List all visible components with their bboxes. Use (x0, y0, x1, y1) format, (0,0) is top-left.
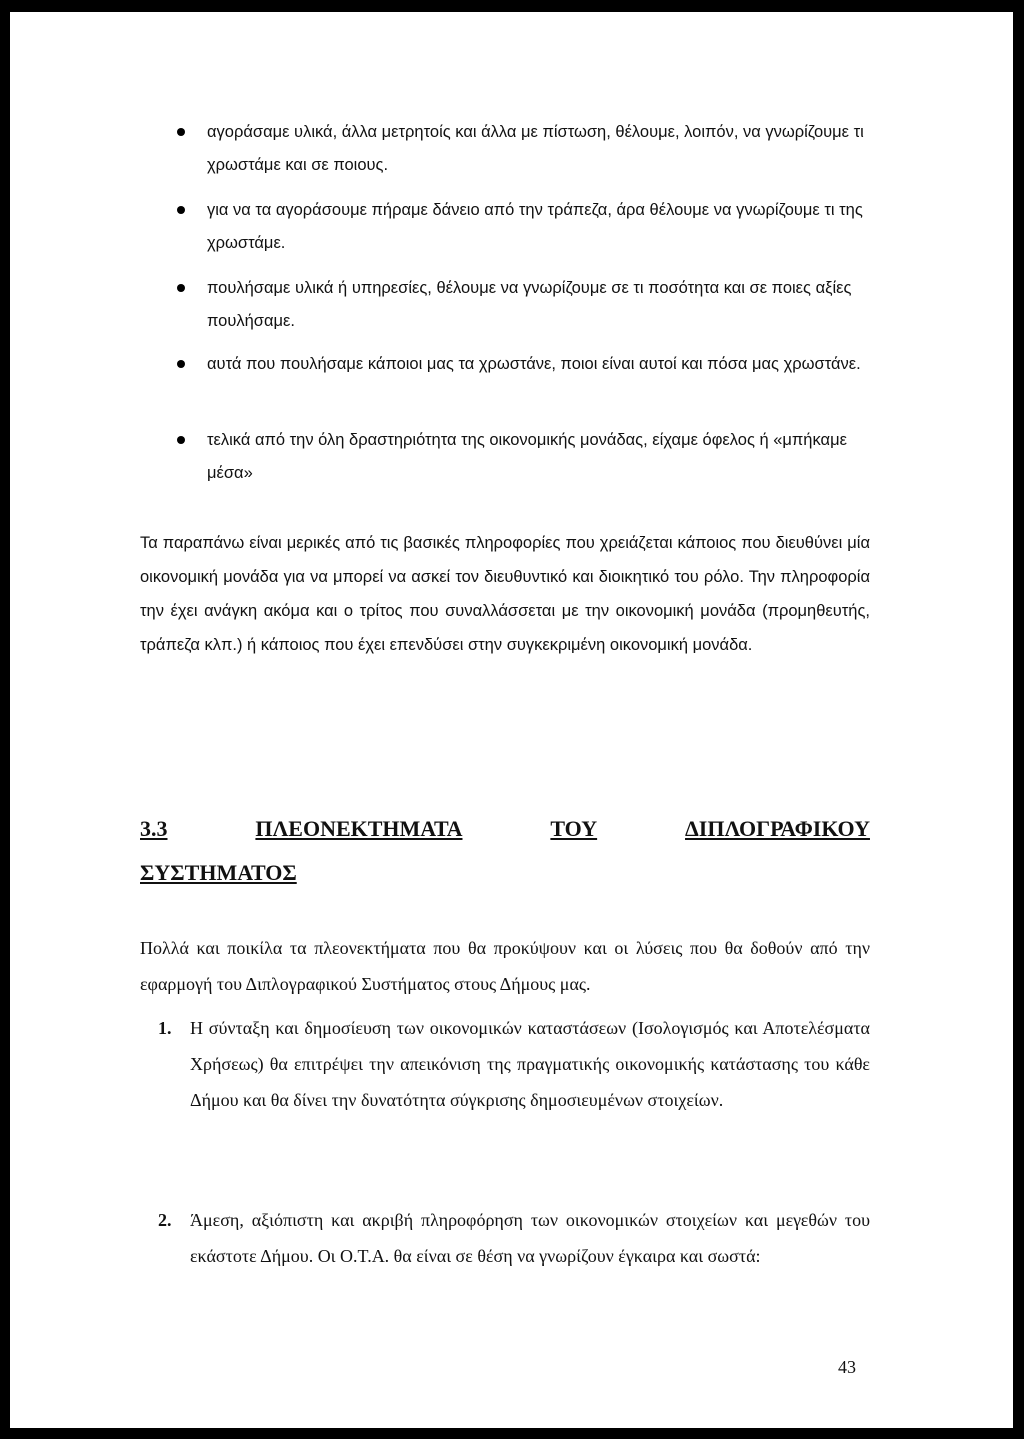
heading-word: ΣΥΣΤΗΜΑΤΟΣ (140, 860, 297, 885)
numbered-item (140, 1202, 870, 1274)
bullet-dot-icon (177, 436, 185, 444)
document-page (10, 12, 1013, 1428)
numbered-item (140, 1010, 870, 1118)
bullet-dot-icon (177, 360, 185, 368)
item-text: Άμεση, αξιόπιστη και ακριβή πληροφόρηση των οικονομικών στοιχείων και μεγεθών του εκάστοτε Δήμου. Οι Ο.Τ.Α. θα είναι σε θέση να γνωρίζουν έγκαιρα και σωστά: (190, 1210, 870, 1266)
intro-paragraph: Πολλά και ποικίλα τα πλεονεκτήματα που θα προκύψουν και οι λύσεις που θα δοθούν από την εφαρμογή του Διπλογραφικού Συστήματος στους Δήμους μας. (140, 938, 870, 994)
bullet-text: αγοράσαμε υλικά, άλλα μετρητοίς και άλλα με πίστωση, θέλουμε, λοιπόν, να γνωρίζουμε τι χρωστάμε και σε ποιους. (207, 123, 864, 174)
bullet-item (185, 116, 875, 182)
bullet-text: αυτά που πουλήσαμε κάποιοι μας τα χρωστάνε, ποιοι είναι αυτοί και πόσα μας χρωστάνε. (207, 355, 861, 373)
bullet-dot-icon (177, 206, 185, 214)
section-number: 3.3 (140, 816, 168, 841)
heading-word: ΠΛΕΟΝΕΚΤΗΜΑΤΑ (255, 816, 463, 841)
bullet-item (185, 348, 875, 381)
section-heading (140, 807, 870, 895)
bullet-text: τελικά από την όλη δραστηριότητα της οικονομικής μονάδας, είχαμε όφελος ή «μπήκαμε μέσα» (207, 431, 847, 482)
heading-word: ΔΙΠΛΟΓΡΑΦΙΚΟΥ (685, 816, 870, 841)
bullet-text: πουλήσαμε υλικά ή υπηρεσίες, θέλουμε να γνωρίζουμε σε τι ποσότητα και σε ποιες αξίες πουλήσαμε. (207, 279, 852, 330)
bullet-dot-icon (177, 284, 185, 292)
heading-word: ΤΟΥ (550, 816, 598, 841)
body-paragraph: Τα παραπάνω είναι μερικές από τις βασικές πληροφορίες που χρειάζεται κάποιος που διευθύνει μία οικονομική μονάδα για να μπορεί να ασκεί τον διευθυντικό και διοικητικό του ρόλο. Την πληροφορία την έχει ανάγκη ακόμα και ο τρίτος που συναλλάσσεται με την οικονομική μονάδα (προμηθευτής, τράπεζα κλπ.) ή κάποιος που έχει επενδύσει στην συγκεκριμένη οικονομική μονάδα. (140, 534, 870, 654)
bullet-text: για να τα αγοράσουμε πήραμε δάνειο από την τράπεζα, άρα θέλουμε να γνωρίζουμε τι της χρωστάμε. (207, 201, 863, 252)
bullet-item (185, 194, 875, 260)
bullet-item (185, 272, 875, 338)
item-text: Η σύνταξη και δημοσίευση των οικονομικών καταστάσεων (Ισολογισμός και Αποτελέσματα Χρήσεως) θα επιτρέψει την απεικόνιση της πραγματικής οικονομικής κατάστασης του κάθε Δήμου και θα δίνει την δυνατότητα σύγκρισης δημοσιευμένων στοιχείων. (190, 1018, 870, 1110)
item-number: 2. (158, 1210, 172, 1230)
bullet-item (185, 424, 875, 490)
item-number: 1. (158, 1018, 172, 1038)
page-number: 43 (838, 1357, 856, 1377)
bullet-dot-icon (177, 128, 185, 136)
